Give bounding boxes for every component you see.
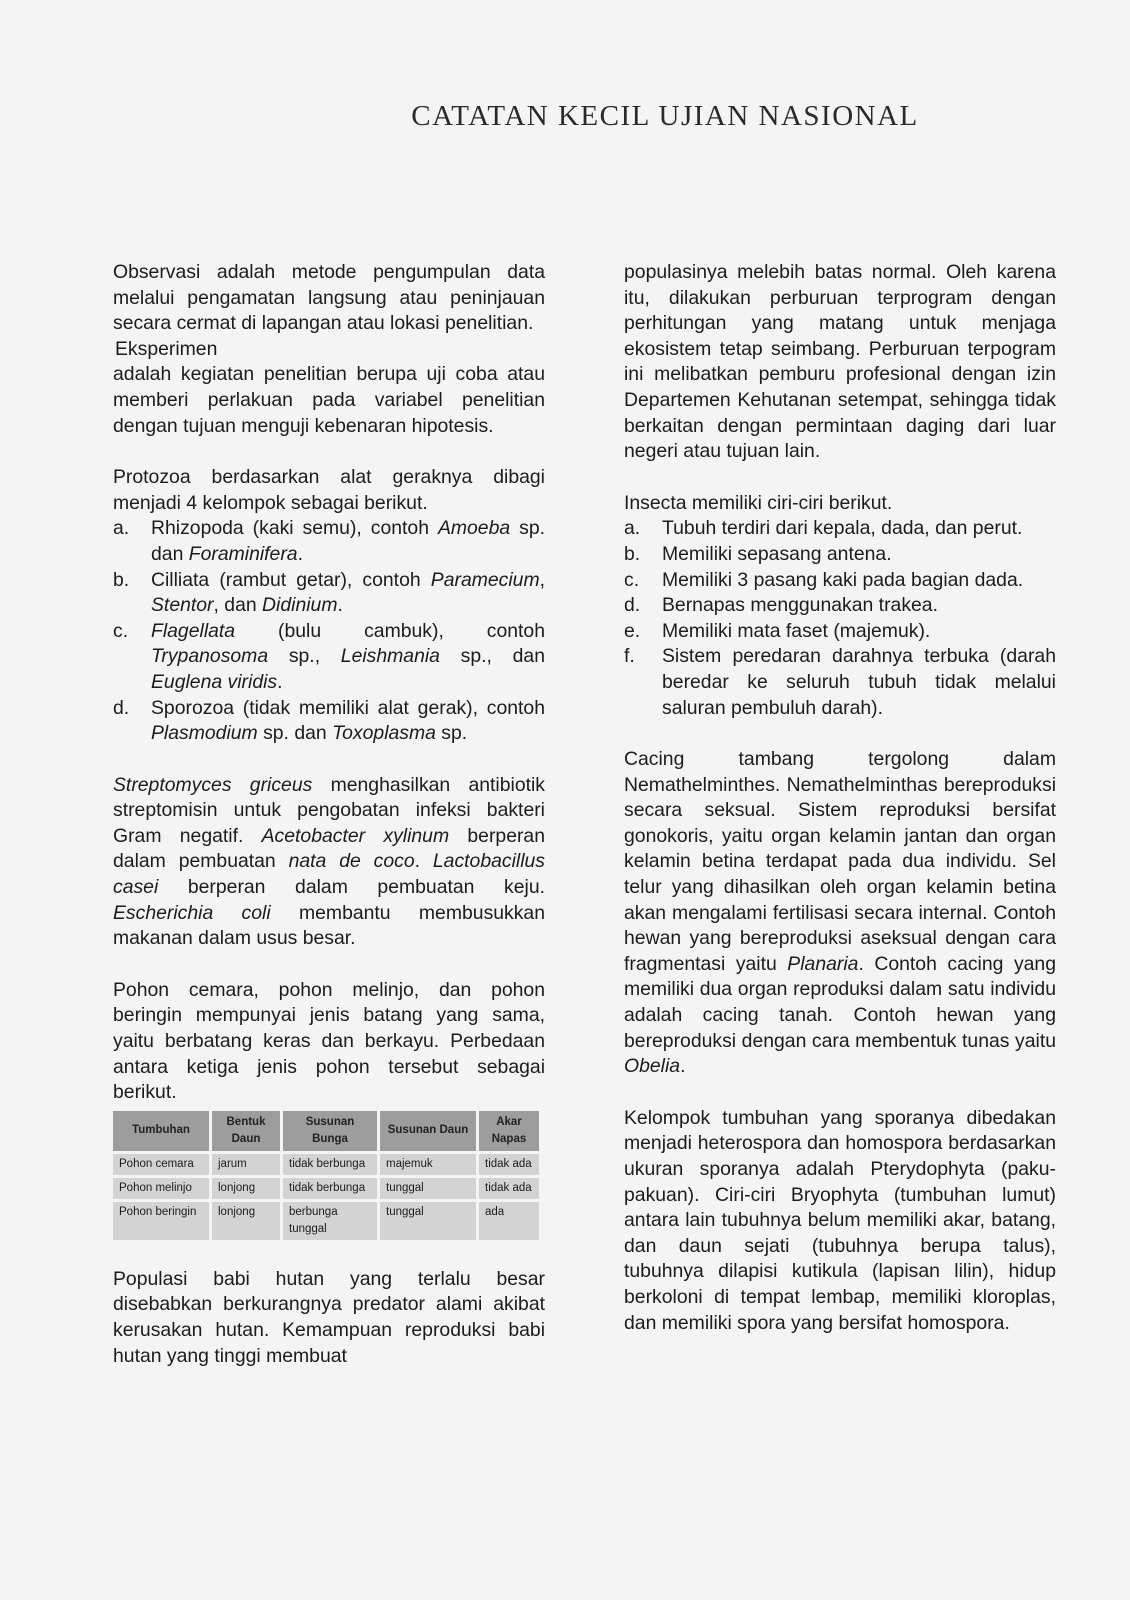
list-text: Rhizopoda (kaki semu), contoh: [151, 517, 438, 540]
spora-paragraph: Kelompok tumbuhan yang sporanya dibedakan menjadi heterospora dan homospora berdasarkan ukuran sporanya adalah Pterydophyta (paku-pakuan). Ciri-ciri Bryophyta (tumbuhan lumut) antara lain tubuhnya belum memiliki akar, batang, dan daun sejati (tubuhnya berupa talus), tubuhnya dilapisi kutikula (lapisan lilin), hidup berkoloni di tempat lembap, memiliki kloroplas, dan memiliki spora yang bersifat homospora.: [624, 1106, 1056, 1334]
list-text: Memiliki mata faset (majemuk).: [662, 619, 931, 642]
table-header-cell: Bentuk Daun: [212, 1111, 280, 1151]
pohon-intro: Pohon cemara, pohon melinjo, dan pohon beringin mempunyai jenis batang yang sama, yaitu berbatang keras dan berkayu. Perbedaan antara ketiga jenis pohon tersebut sebagai berikut.: [113, 978, 545, 1104]
list-text: .: [337, 594, 343, 617]
list-text: sp.: [435, 722, 468, 745]
species-name: Leishmania: [340, 645, 440, 668]
species-name: Amoeba: [437, 517, 511, 540]
list-item: [113, 516, 545, 567]
observasi-paragraph: Observasi adalah metode pengumpulan data melalui pengamatan langsung atau peninjauan secara cermat di lapangan atau lokasi penelitian.: [113, 261, 545, 335]
species-name: Planaria: [787, 952, 859, 975]
list-item-label: e.: [624, 619, 641, 642]
table-header-cell: Susunan Daun: [380, 1111, 476, 1151]
insecta-list: [624, 516, 1056, 721]
table-cell: tunggal: [380, 1178, 476, 1199]
cacing-paragraph: [624, 747, 1056, 1080]
list-item: [624, 644, 1056, 721]
species-name: Euglena viridis: [151, 670, 278, 693]
table-cell: lonjong: [212, 1178, 280, 1199]
paragraph-text: Cacing tambang tergolong dalam Nemathelminthes. Nemathelminthas bereproduksi secara seksual. Sistem reproduksi bersifat gonokoris, yaitu organ kelamin jantan dan organ kelamin betina terdapat pada dua individu. Sel telur yang dihasilkan oleh organ kelamin betina akan mengalami fertilisasi secara internal. Contoh hewan yang bereproduksi aseksual dengan cara fragmentasi yaitu: [624, 748, 1056, 975]
list-item: [624, 542, 1056, 568]
list-text: sp., dan: [439, 645, 545, 668]
species-name: Flagellata: [151, 619, 236, 642]
list-text: Tubuh terdiri dari kepala, dada, dan perut.: [662, 517, 1023, 540]
table-cell: jarum: [212, 1154, 280, 1175]
species-name: Escherichia coli: [113, 901, 271, 924]
list-item: [113, 696, 545, 747]
table-cell: tunggal: [380, 1202, 476, 1240]
list-text: sp. dan: [151, 517, 545, 565]
protozoa-intro: Protozoa berdasarkan alat geraknya dibagi menjadi 4 kelompok sebagai berikut.: [113, 466, 545, 514]
streptomyces-paragraph: [113, 773, 545, 952]
list-item-label: d.: [624, 594, 641, 617]
table-header-cell: Susunan Bunga: [283, 1111, 377, 1151]
species-name: Lactobacillus casei: [113, 850, 545, 899]
table-cell: tidak berbunga: [283, 1154, 377, 1175]
insecta-intro: Insecta memiliki ciri-ciri berikut.: [624, 491, 893, 514]
species-name: Acetobacter xylinum: [261, 824, 450, 847]
species-name: Didinium: [262, 594, 338, 617]
protozoa-list: [113, 516, 545, 746]
list-item: [624, 619, 1056, 645]
list-item-label: a.: [624, 517, 641, 540]
list-item: [113, 568, 545, 619]
paragraph-text: berperan dalam pembuatan keju.: [158, 876, 545, 899]
list-item: [624, 593, 1056, 619]
paragraph-text: menghasilkan antibiotik streptomisin untuk pengobatan infeksi bakteri Gram negatif.: [113, 773, 545, 847]
list-item: [113, 619, 545, 696]
left-column: [113, 260, 545, 1395]
list-text: Bernapas menggunakan trakea.: [662, 594, 938, 617]
list-text: ,: [539, 568, 545, 591]
list-text: Memiliki sepasang antena.: [662, 542, 892, 565]
eksperimen-paragraph: adalah kegiatan penelitian berupa uji coba atau memberi perlakuan pada variabel penelitian dengan tujuan menguji kebenaran hipotesis.: [113, 363, 545, 437]
table-cell: Pohon melinjo: [113, 1178, 209, 1199]
list-text: Sporozoa (tidak memiliki alat gerak), contoh: [151, 696, 545, 719]
right-column: [624, 260, 1056, 1362]
list-text: Sistem peredaran darahnya terbuka (darah beredar ke seluruh tubuh tidak melalui saluran pembuluh darah).: [662, 645, 1056, 719]
list-item-label: a.: [113, 517, 130, 540]
list-item-label: b.: [113, 568, 130, 591]
list-text: sp.,: [268, 645, 341, 668]
table-header-cell: Tumbuhan: [113, 1111, 209, 1151]
paragraph-text: .: [680, 1055, 686, 1078]
table-cell: tidak ada: [479, 1178, 539, 1199]
table-cell: ada: [479, 1202, 539, 1240]
species-name: Obelia: [624, 1055, 681, 1078]
species-name: Paramecium: [430, 568, 540, 591]
list-text: (bulu cambuk), contoh: [235, 619, 545, 642]
table-header-row: [113, 1111, 539, 1151]
table-cell: tidak berbunga: [283, 1178, 377, 1199]
list-text: Cilliata (rambut getar), contoh: [151, 568, 431, 591]
eksperimen-title: Eksperimen: [115, 337, 218, 360]
tree-comparison-table: [110, 1108, 542, 1243]
table-cell: Pohon cemara: [113, 1154, 209, 1175]
babi-hutan-paragraph: Populasi babi hutan yang terlalu besar disebabkan berkurangnya predator alami akibat kerusakan hutan. Kemampuan reproduksi babi hutan yang tinggi membuat: [113, 1267, 545, 1367]
species-name: Trypanosoma: [151, 645, 269, 668]
table-cell: majemuk: [380, 1154, 476, 1175]
list-item-label: c.: [624, 568, 640, 591]
list-item-label: f.: [624, 645, 635, 668]
table-cell: berbunga tunggal: [283, 1202, 377, 1240]
species-name: Stentor: [151, 594, 214, 617]
list-text: .: [297, 542, 303, 565]
table-row: [113, 1178, 539, 1199]
list-item-label: b.: [624, 542, 641, 565]
table-cell: Pohon beringin: [113, 1202, 209, 1240]
paragraph-text: . Contoh cacing yang memiliki dua organ reproduksi dalam satu individu adalah cacing tanah. Contoh hewan yang bereproduksi dengan cara membentuk tunas yaitu: [624, 952, 1056, 1052]
list-text: .: [277, 670, 283, 693]
list-item-label: d.: [113, 696, 130, 719]
list-text: Memiliki 3 pasang kaki pada bagian dada.: [662, 568, 1024, 591]
species-name: Streptomyces griceus: [113, 773, 313, 796]
table-header-cell: Akar Napas: [479, 1111, 539, 1151]
list-text: sp. dan: [257, 722, 333, 745]
species-name: Plasmodium: [151, 722, 258, 745]
list-item: [624, 568, 1056, 594]
table-cell: lonjong: [212, 1202, 280, 1240]
species-name: Toxoplasma: [332, 722, 436, 745]
product-name: nata de coco: [288, 850, 415, 873]
paragraph-text: .: [414, 850, 433, 873]
species-name: Foraminifera: [188, 542, 298, 565]
list-item-label: c.: [113, 619, 129, 642]
list-text: , dan: [213, 594, 263, 617]
page-header-title: CATATAN KECIL UJIAN NASIONAL: [411, 100, 919, 132]
paragraph-text: membantu membusukkan makanan dalam usus besar.: [113, 901, 546, 950]
paragraph-text: berperan dalam pembuatan: [113, 824, 545, 873]
table-row: [113, 1202, 539, 1240]
table-cell: tidak ada: [479, 1154, 539, 1175]
table-row: [113, 1154, 539, 1175]
list-item: [624, 516, 1056, 542]
babi-hutan-continued: populasinya melebih batas normal. Oleh karena itu, dilakukan perburuan terprogram dengan perhitungan yang matang untuk menjaga ekosistem tetap seimbang. Perburuan terpogram ini melibatkan pemburu profesional dengan izin Departemen Kehutanan setempat, sehingga tidak berkaitan dengan permintaan daging dari luar negeri atau tujuan lain.: [624, 261, 1056, 463]
